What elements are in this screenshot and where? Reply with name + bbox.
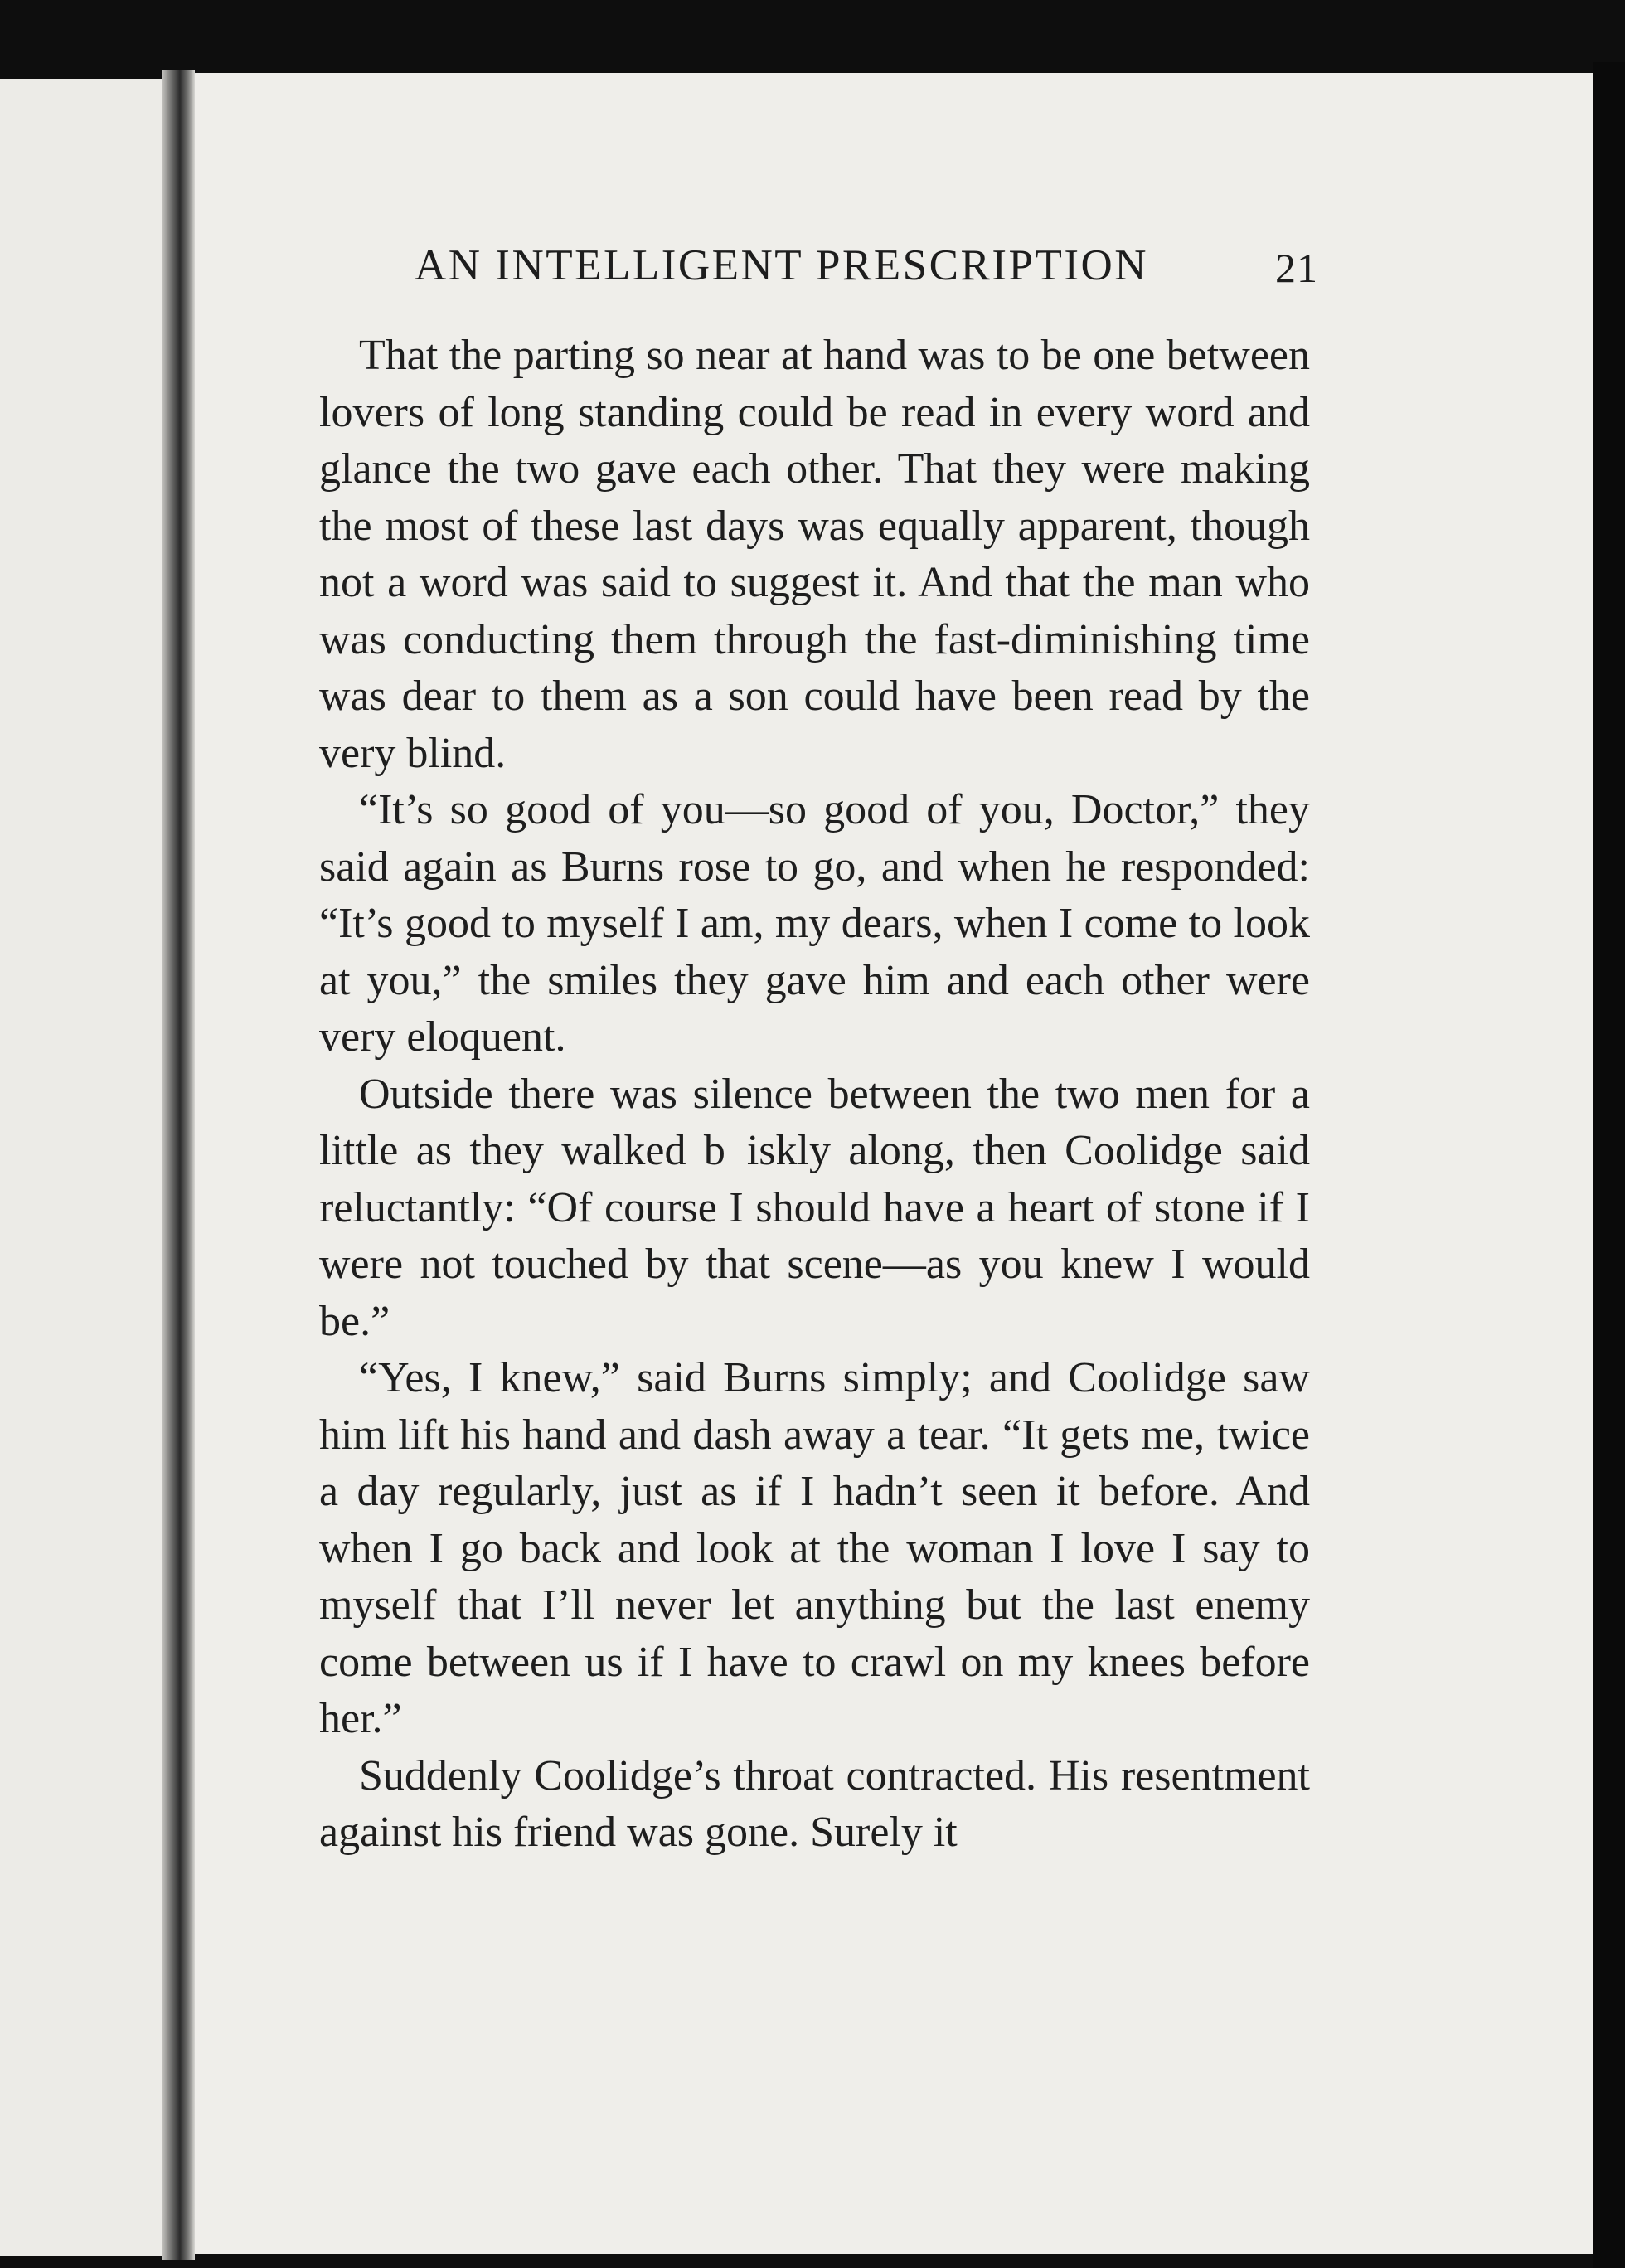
paragraph: “Yes, I knew,” said Burns simply; and Coolidge saw him lift his hand and dash away a tear. “It gets me, twice a day regularly, just as if I hadn’t seen it before. And when I go back and look at the woman I love I say to myself that I’ll never let anything but the last enemy come between us if I have to crawl on my knees before her.” [319,1354,1310,1742]
scan-border [1593,62,1625,2268]
page-number: 21 [1275,245,1318,291]
paragraph: Outside there was silence between the two men for a little as they walked b iskly along, then Coolidge said reluctantly: “Of course I should have a heart of stone if I were not touched by that scene—as you knew I would be.” [319,1070,1310,1345]
paragraph: Suddenly Coolidge’s throat contracted. His resentment against his friend was gone. Surely it [319,1751,1310,1856]
running-title: AN INTELLIGENT PRESCRIPTION [415,241,1149,289]
facing-page-edge [0,79,170,2256]
paragraph: “It’s so good of you—so good of you, Doctor,” they said again as Burns rose to go, and when he responded: “It’s good to myself I am, my dears, when I come to look at you,” the smiles they gave him and each other were very eloquent. [319,786,1310,1061]
running-header [415,240,1318,307]
book-gutter [162,70,195,2260]
body-text [319,328,1310,1862]
paragraph: That the parting so near at hand was to be one between lovers of long standing could be read in every word and glance the two gave each other. That they were making the most of these last days was equally apparent, though not a word was said to suggest it. And that the man who was conducting them through the fast-diminishing time was dear to them as a son could have been read by the very blind. [319,332,1310,777]
